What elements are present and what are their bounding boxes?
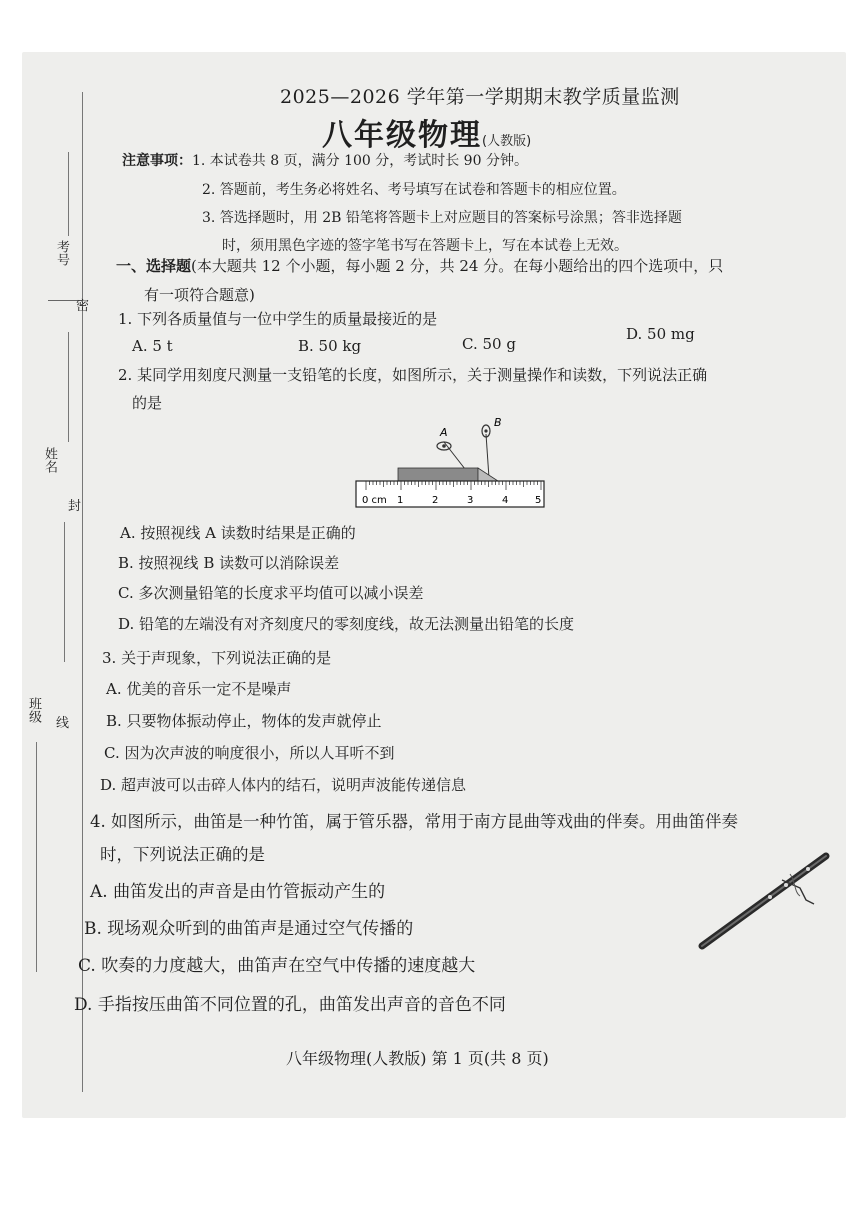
tick-label-5: 5 xyxy=(535,495,542,506)
q4-stem: 4. 如图所示，曲笛是一种竹笛，属于管乐器，常用于南方昆曲等戏曲的伴奏。用曲笛伴奏 xyxy=(90,812,738,831)
q3-option-d: D. 超声波可以击碎人体内的结石，说明声波能传递信息 xyxy=(100,776,467,794)
q1-option-d: D. 50 mg xyxy=(626,325,695,343)
flute-hole-1 xyxy=(806,867,810,871)
notes-item-1: 1. 本试卷共 8 页，满分 100 分，考试时长 90 分钟。 xyxy=(192,153,528,169)
class-label: 班级 xyxy=(26,697,41,723)
class-line xyxy=(36,742,37,972)
q2-stem: 2. 某同学用刻度尺测量一支铅笔的长度，如图所示，关于测量操作和读数，下列说法正确 xyxy=(118,366,708,384)
subject-name: 八年级物理 xyxy=(322,118,482,153)
page-footer: 八年级物理(人教版) 第 1 页(共 8 页) xyxy=(286,1049,549,1068)
binding-line xyxy=(82,92,83,1092)
exam-no-line xyxy=(68,152,69,236)
q3-option-c: C. 因为次声波的响度很小，所以人耳听不到 xyxy=(104,744,395,762)
pencil-body xyxy=(398,468,478,481)
q4-option-a: A. 曲笛发出的声音是由竹管振动产生的 xyxy=(90,882,386,902)
q1-stem: 1. 下列各质量值与一位中学生的质量最接近的是 xyxy=(118,310,438,328)
label-b: B xyxy=(494,416,502,429)
pupil-b xyxy=(484,429,487,432)
q4-option-c: C. 吹奏的力度越大，曲笛声在空气中传播的速度越大 xyxy=(78,956,476,976)
tick-label-4: 4 xyxy=(502,495,509,506)
q3-option-b: B. 只要物体振动停止，物体的发声就停止 xyxy=(106,712,382,730)
q3-stem: 3. 关于声现象，下列说法正确的是 xyxy=(102,649,332,667)
edition-label: (人教版) xyxy=(482,134,532,149)
q2-option-d: D. 铅笔的左端没有对齐刻度尺的零刻度线，故无法测量出铅笔的长度 xyxy=(118,615,575,633)
tick-label-1: 1 xyxy=(397,495,404,506)
notes-line-1 xyxy=(122,150,528,170)
flute-hole-3 xyxy=(768,895,772,899)
q4-stem-2: 时，下列说法正确的是 xyxy=(100,845,265,864)
notes-item-3: 3. 答选择题时，用 2B 铅笔将答题卡上对应题目的答案标号涂黑；答非选择题 xyxy=(202,210,682,226)
section-label: 一、选择题 xyxy=(116,257,192,275)
seal-mi: 密 xyxy=(76,299,90,314)
q4-option-d: D. 手指按压曲笛不同位置的孔，曲笛发出声音的音色不同 xyxy=(74,995,506,1015)
name-label: 姓名 xyxy=(42,447,57,473)
tick-label-2: 2 xyxy=(432,495,439,506)
notes-label: 注意事项： xyxy=(122,153,192,169)
q1-option-a: A. 5 t xyxy=(132,337,173,355)
label-a: A xyxy=(440,426,448,439)
q2-stem-2: 的是 xyxy=(132,394,163,412)
exam-title: 2025—2026 学年第一学期期末教学质量监测 xyxy=(280,86,680,108)
ruler-figure xyxy=(352,412,552,518)
section-desc: (本大题共 12 个小题，每小题 2 分，共 24 分。在每小题给出的四个选项中，只 xyxy=(191,257,724,275)
section-desc-2: 有一项符合题意) xyxy=(144,286,255,304)
q2-option-a: A. 按照视线 A 读数时结果是正确的 xyxy=(120,524,356,542)
q2-option-c: C. 多次测量铅笔的长度求平均值可以减小误差 xyxy=(118,584,424,602)
exam-no-label: 考号 xyxy=(54,240,69,266)
q1-option-c: C. 50 g xyxy=(462,335,516,353)
seal-xian: 线 xyxy=(56,716,70,731)
q2-option-b: B. 按照视线 B 读数可以消除误差 xyxy=(118,554,340,572)
pupil-a xyxy=(442,444,446,448)
name-line-top xyxy=(68,332,69,442)
tick-label-0: 0 cm xyxy=(362,495,387,506)
name-line-bottom xyxy=(64,522,65,662)
notes-item-4: 时，须用黑色字迹的签字笔书写在答题卡上，写在本试卷上无效。 xyxy=(222,238,628,254)
qudi-flute-figure xyxy=(690,844,836,956)
sight-line-b xyxy=(486,434,489,478)
q3-option-a: A. 优美的音乐一定不是噪声 xyxy=(106,680,292,698)
seal-feng: 封 xyxy=(68,499,82,514)
notes-item-2: 2. 答题前，考生务必将姓名、考号填写在试卷和答题卡的相应位置。 xyxy=(202,182,626,198)
exam-page xyxy=(22,52,846,1118)
flute-hole-2 xyxy=(784,883,788,887)
section-heading xyxy=(116,255,723,276)
q4-option-b: B. 现场观众听到的曲笛声是通过空气传播的 xyxy=(84,919,414,939)
q1-option-b: B. 50 kg xyxy=(298,337,362,355)
subject-title xyxy=(322,110,531,154)
tick-label-3: 3 xyxy=(467,495,474,506)
